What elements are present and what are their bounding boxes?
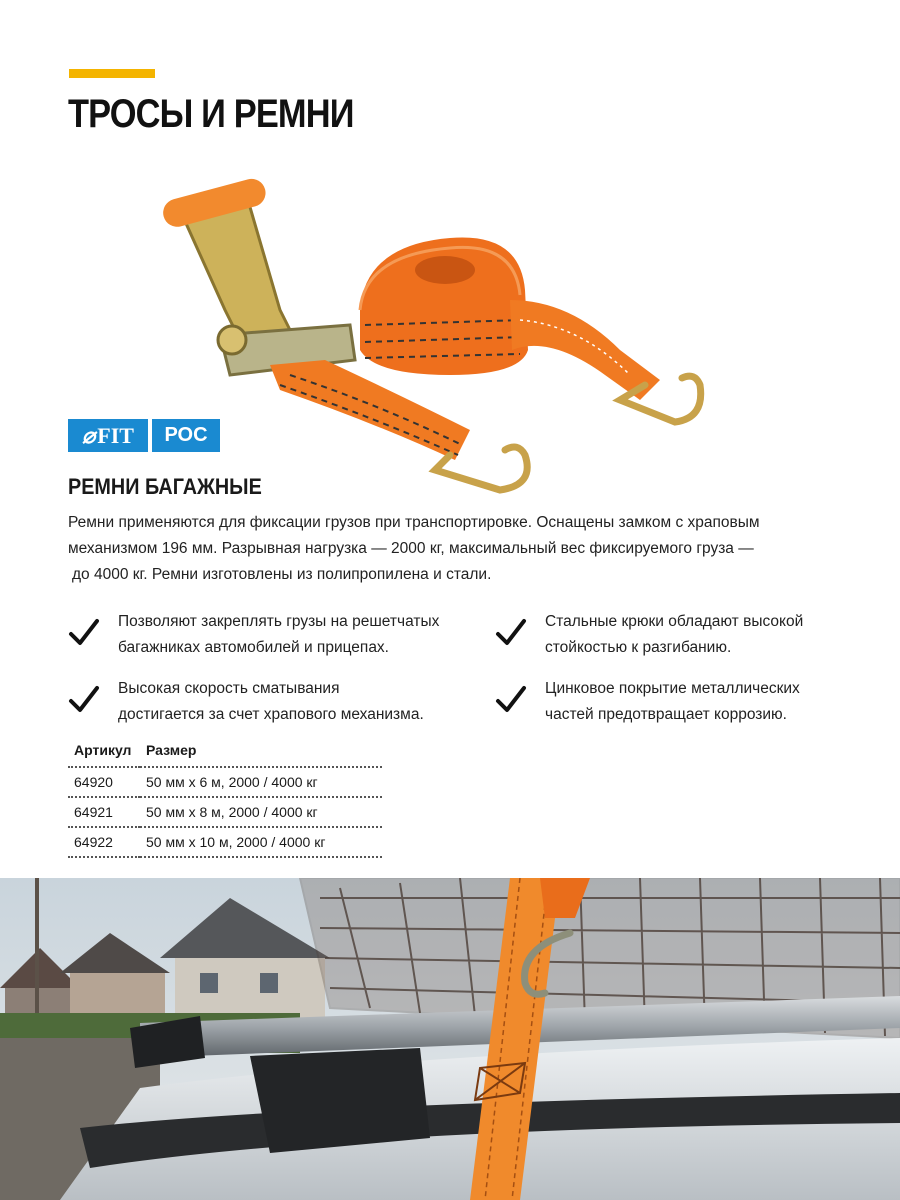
feature-line: частей предотвращает коррозию. <box>545 706 787 723</box>
checkmark-icon <box>495 684 527 716</box>
size-cell: 50 мм х 8 м, 2000 / 4000 кг <box>140 797 382 827</box>
size-cell: 50 мм х 6 м, 2000 / 4000 кг <box>140 767 382 797</box>
article-cell: 64921 <box>68 797 140 827</box>
hook-front <box>435 447 527 490</box>
fit-logo-text: FIT <box>97 422 134 448</box>
specs-header-row <box>68 738 382 767</box>
utility-pole <box>35 878 39 1028</box>
brand-logos <box>68 419 220 452</box>
feature-line: достигается за счет храпового механизма. <box>118 706 424 723</box>
roc-logo <box>152 419 220 452</box>
column-header-size: Размер <box>146 742 197 758</box>
ratchet-strap-photo <box>150 160 740 510</box>
checkmark-icon <box>68 617 100 649</box>
feature-line: стойкостью к разгибанию. <box>545 639 732 656</box>
checkmark-icon <box>68 684 100 716</box>
feature-line: Высокая скорость сматывания <box>118 680 340 697</box>
feature-item <box>495 676 800 728</box>
feature-line: Стальные крюки обладают высокой <box>545 613 804 630</box>
strap-front <box>270 360 470 460</box>
description-line: механизмом 196 мм. Разрывная нагрузка — 2000 кг, максимальный вес фиксируемого груза — <box>68 540 754 557</box>
feature-text <box>118 676 424 728</box>
fit-logo <box>68 419 148 452</box>
roof-rack-scene-photo <box>0 878 900 1200</box>
column-header-article: Артикул <box>74 742 132 758</box>
feature-text <box>545 676 800 728</box>
article-cell: 64922 <box>68 827 140 857</box>
strap-roll <box>360 237 660 400</box>
table-row <box>68 827 382 857</box>
description <box>68 510 838 588</box>
feature-line: Цинковое покрытие металлических <box>545 680 800 697</box>
feature-line: Позволяют закреплять грузы на решетчатых <box>118 613 440 630</box>
fit-logo-mark: ⌀ <box>82 422 96 448</box>
section-title: РЕМНИ БАГАЖНЫЕ <box>68 474 262 499</box>
feature-item <box>68 676 424 728</box>
feature-text <box>118 609 439 661</box>
ratchet-mechanism <box>160 176 355 375</box>
article-cell: 64920 <box>68 767 140 797</box>
roc-logo-text: РОС <box>164 424 208 446</box>
title-accent-bar <box>69 69 155 78</box>
feature-item <box>495 609 803 661</box>
description-line: до 4000 кг. Ремни изготовлены из полипропилена и стали. <box>72 566 492 583</box>
feature-line: багажниках автомобилей и прицепах. <box>118 639 389 656</box>
feature-text <box>545 609 803 661</box>
table-row <box>68 797 382 827</box>
description-line: Ремни применяются для фиксации грузов при транспортировке. Оснащены замком с храповым <box>68 514 760 531</box>
page-title: ТРОСЫ И РЕМНИ <box>68 92 354 136</box>
rack-mount <box>250 1048 430 1153</box>
size-cell: 50 мм х 10 м, 2000 / 4000 кг <box>140 827 382 857</box>
table-row <box>68 767 382 797</box>
feature-item <box>68 609 439 661</box>
checkmark-icon <box>495 617 527 649</box>
specs-table <box>68 738 382 858</box>
